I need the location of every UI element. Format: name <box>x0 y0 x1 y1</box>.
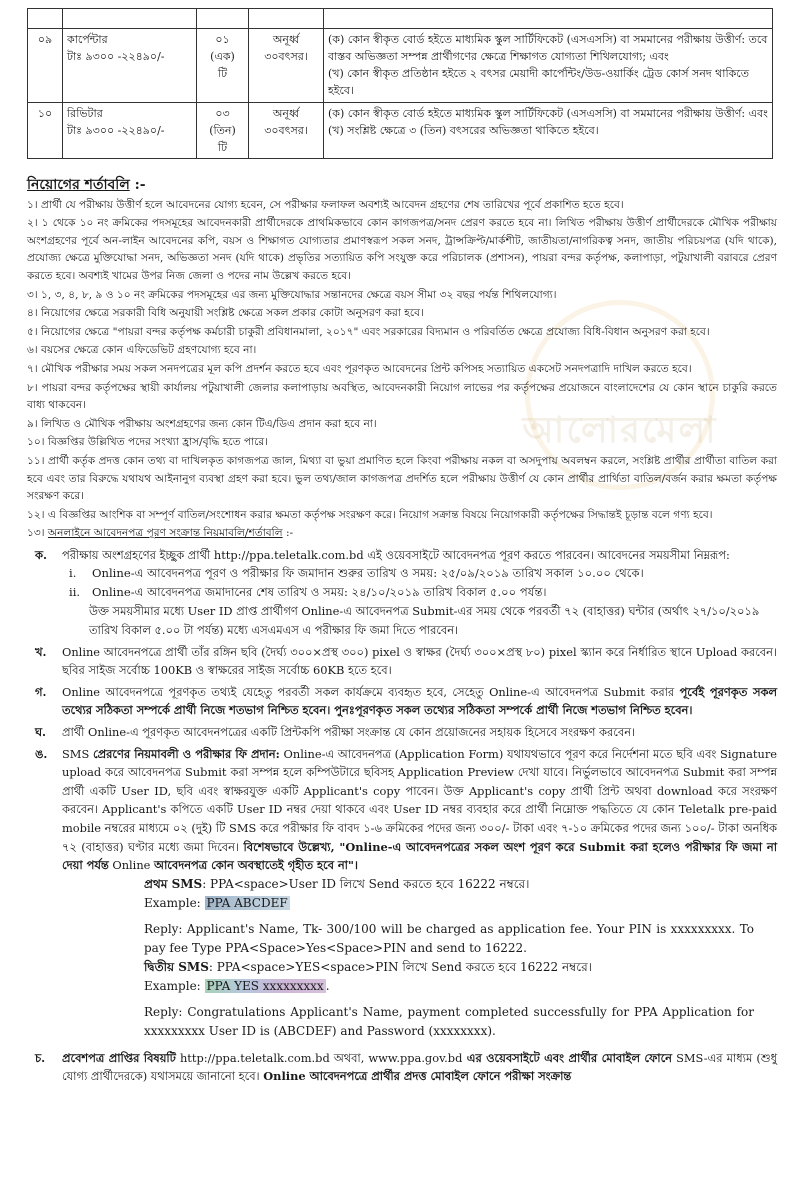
posts-table <box>27 8 773 159</box>
age-label: অনূর্ধ্ব <box>272 33 300 46</box>
count-number: ০১ <box>215 33 230 46</box>
first-sms: প্রথম SMS: PPA<space>User ID লিখে Send করতে হবে 16222 নম্বরে। <box>144 876 530 891</box>
ppa-gov-link[interactable]: www.ppa.gov.bd <box>368 1050 463 1065</box>
post-cell <box>63 103 197 159</box>
reply-2: Reply: Congratulations Applicant's Name, payment completed successfully for PPA Application for xxxxxxxxx User ID is (ABCDEF) and Password (xxxxxxxx). <box>144 1004 754 1038</box>
example-2: Example: PPA YES xxxxxxxxx . <box>144 978 330 993</box>
conditions-section <box>27 177 777 1086</box>
reply-1: Reply: Applicant's Name, Tk- 300/100 will be charged as application fee. Your PIN is xxxxxxxxx. To pay fee Type PPA<Space>Yes<Space>PIN and send to 16222. <box>144 921 754 955</box>
condition-item: ৯। লিখিত ও মৌখিক পরীক্ষায় অংশগ্রহণের জন্য কোন টিএ/ডিএ প্রদান করা হবে না। <box>27 417 377 430</box>
teletalk-link[interactable]: http://ppa.teletalk.com.bd <box>213 547 364 562</box>
qualification-cell <box>324 103 773 159</box>
condition-item: ৮। পায়রা বন্দর কর্তৃপক্ষের স্থায়ী কার্যালয় পটুয়াখালী জেলার কলাপাড়ায় অবস্থিত, আবেদনকারী নিয়োগ লাভের পর কর্তৃপক্ষের প্রয়োজনে বাংলাদেশের যে কোন স্থানে চাকুরি করতে বাধ্য থাকবেন। <box>27 381 777 412</box>
serial-cell: ০৯ <box>28 29 63 103</box>
second-sms: দ্বিতীয় SMS: PPA<space>YES<space>PIN লিখে Send করতে হবে 16222 নম্বরে। <box>144 959 592 974</box>
condition-item: ১০। বিজ্ঞপ্তির উল্লিখিত পদের সংখ্যা হ্রাস/বৃদ্ধি হতে পারে। <box>27 436 269 449</box>
example-1: Example: PPA ABCDEF <box>144 895 288 910</box>
watermark-text: আলোরমেলা <box>522 410 718 451</box>
highlighted-example: PPA ABCDEF <box>206 895 288 910</box>
condition-item: ২। ১ থেকে ১০ নং ক্রমিকের পদসমূহের আবেদনকারী প্রার্থীদেরকে প্রাথমিকভাবে কোন কাগজপত্র/সনদ প্রেরণ করতে হবে না। লিখিত পরীক্ষায় উত্তীর্ণ প্রার্থীদেরকে মৌখিক পরীক্ষায় অংশগ্রহণের পূর্বে অন-লাইন আবেদনের কপি, বয়স ও শিক্ষাগত যোগ্যতার প্রমাণস্বরূপ সকল সনদ, ট্রান্সক্রিপ্ট/মার্কশীট, জাতীয়তা/নাগরিকত্ব সনদ, জাতীয় পরিচয়পত্র (যদি থাকে), প্রযোজ্য ক্ষেত্রে মুক্তিযোদ্ধা সনদ, অভিজ্ঞতা সনদ (যদি থাকে) প্রভৃতির সত্যায়িত কপি সংযুক্ত করে পরিচালক (প্রশাসন), পায়রা বন্দর কর্তৃপক্ষ, কলাপাড়া, পটুয়াখালী বরাবরে প্রেরণ করতে হবে। অবশ্যই খামের উপর নিজ জেলা ও পদের নাম উল্লেখ করতে হবে। <box>27 217 777 282</box>
sms-instructions <box>27 875 754 1041</box>
age-value: ৩০বৎসর। <box>264 124 308 137</box>
qualification-b: (খ) কোন স্বীকৃত প্রতিষ্ঠান হইতে ২ বৎসর মেয়াদী কার্পেন্টিং/উড-ওয়ার্কিং ট্রেড কোর্স সনদ থাকিতে হইবে। <box>328 67 749 97</box>
age-label: অনূর্ধ্ব <box>272 107 300 120</box>
pay-scale: টাঃ ৯৩০০ -২২৪৯০/- <box>67 124 165 137</box>
deadline-item: i. Online-এ আবেদনপত্র পূরণ ও পরীক্ষার ফি জমাদান শুরুর তারিখ ও সময়: ২৫/০৯/২০১৯ তারিখ সকাল ১০.০০ থেকে। <box>69 566 644 581</box>
count-unit: টি <box>217 141 228 154</box>
condition-item: ৩। ১, ৩, ৪, ৮, ৯ ও ১০ নং ক্রমিকের পদসমূহের এর জন্য মুক্তিযোদ্ধার সন্তানদের ক্ষেত্রে বয়স সীমা ৩২ বছর পর্যন্ত শিথিলযোগ্য। <box>27 288 557 301</box>
qualification-b: (খ) সংশ্লিষ্ট ক্ষেত্রে ৩ (তিন) বৎসরের অভিজ্ঞতা থাকিতে হইবে। <box>328 124 599 137</box>
online-rule-uma: ঙ. SMS প্রেরণের নিয়মাবলী ও পরীক্ষার ফি প্রদান: Online-এ আবেদনপত্র (Application Form) যথাযথভাবে পূরণ করে নির্দেশনা মতে ছবি এবং Signature upload করে আবেদনপত্র Submit করা সম্পন্ন হলে কম্পিউটারে ছবিসহ Application Preview দেখা যাবে। নির্ভুলভাবে আবেদনপত্র Submit করা সম্পন্ন প্রার্থী একটি User ID, ছবি এবং স্বাক্ষরযুক্ত একটি Applicant's copy পাবেন। উক্ত Applicant's copy প্রার্থী প্রিন্ট অথবা download করে সংরক্ষণ করবেন। Applicant's কপিতে একটি User ID নম্বর দেয়া থাকবে এবং User ID নম্বর ব্যবহার করে প্রার্থী নিম্নোক্ত পদ্ধতিতে যে কোন Teletalk pre-paid mobile নম্বরের মাধ্যমে ০২ (দুই) টি SMS করে পরীক্ষার ফি বাবদ ১-৬ ক্রমিকের পদের জন্য ৩০০/- টাকা এবং ৭-১০ ক্রমিকের পদের জন্য ১০০/- টাকা অনধিক ৭২ (বাহাত্তর) ঘণ্টার মধ্যে জমা দিবেন। বিশেষভাবে উল্লেখ্য, "Online-এ আবেদনপত্রের সকল অংশ পূরণ করে Submit করা হলেও পরীক্ষার ফি জমা না দেয়া পর্যন্ত Online আবেদনপত্র কোন অবস্থাতেই গৃহীত হবে না"। <box>35 746 778 873</box>
count-cell <box>197 103 249 159</box>
age-cell <box>249 29 324 103</box>
section-title: নিয়োগের শর্তাবলি :- <box>27 177 146 193</box>
count-unit: টি <box>217 67 228 80</box>
deadline-item: ii. Online-এ আবেদনপত্র জমাদানের শেষ তারিখ ও সময়: ২৪/১০/২০১৯ তারিখ বিকাল ৫.০০ পর্যন্ত। <box>69 585 547 600</box>
post-cell <box>63 29 197 103</box>
condition-item: ৫। নিয়োগের ক্ষেত্রে "পায়রা বন্দর কর্তৃপক্ষ কর্মচারী চাকুরী প্রবিধানমালা, ২০১৭" এবং সরকারের বিদ্যমান ও পরিবর্তিত ক্ষেত্রে প্রযোজ্য বিধি-বিধান অনুসরণ করা হবে। <box>27 325 710 338</box>
qualification-a: (ক) কোন স্বীকৃত বোর্ড হইতে মাধ্যমিক স্কুল সার্টিফিকেট (এসএসসি) বা সমমানের পরীক্ষায় উত্তীর্ণ: তবে বাস্তব অভিজ্ঞতা সম্পন্ন প্রার্থীগণের ক্ষেত্রে শিক্ষাগত যোগ্যতা শিথিলযোগ্য; এবং <box>328 33 768 63</box>
table-row <box>28 103 773 159</box>
online-rule-cha: চ. প্রবেশপত্র প্রাপ্তির বিষয়টি http://ppa.teletalk.com.bd অথবা, www.ppa.gov.bd এর ওয়েবসাইটে এবং প্রার্থীর মোবাইল ফোনে SMS-এর মাধ্যম (শুধু যোগ্য প্রার্থীদেরকে) যথাসময়ে জানানো হবে। Online আবেদনপত্রে প্রার্থীর প্রদত্ত মোবাইল ফোনে পরীক্ষা সংক্রান্ত <box>35 1050 777 1084</box>
count-cell <box>197 29 249 103</box>
highlighted-example: PPA YES xxxxxxxxx <box>206 978 324 993</box>
count-number: ০৩ <box>215 107 230 120</box>
table-row <box>28 29 773 103</box>
condition-item-13: ১৩। অনলাইনে আবেদনপত্র পূরণ সংক্রান্ত নিয়মাবলি/শর্তাবলি :- <box>27 527 294 540</box>
qualification-cell <box>324 29 773 103</box>
online-rule-gha: ঘ. প্রার্থী Online-এ পূরণকৃত আবেদনপত্রের একটি প্রিন্টকপি পরীক্ষা সংক্রান্ত যে কোন প্রয়োজনের সহায়ক হিসেবে সংরক্ষণ করবেন। <box>35 725 636 740</box>
age-value: ৩০বৎসর। <box>264 50 308 63</box>
count-words: (তিন) <box>209 124 236 137</box>
serial-cell: ১০ <box>28 103 63 159</box>
condition-item: ১২। এ বিজ্ঞপ্তির আংশিক বা সম্পূর্ণ বাতিল/সংশোধন করার ক্ষমতা কর্তৃপক্ষ সংরক্ষণ করে। নিয়োগ সক্রান্ত বিষয়ে নিয়োগকারী কর্তৃপক্ষের সিদ্ধান্তই চূড়ান্ত বলে গণ্য হবে। <box>27 508 713 521</box>
condition-item: ১। প্রার্থী যে পরীক্ষায় উত্তীর্ণ হলে আবেদনের যোগ্য হবেন, সে পরীক্ষার ফলাফল অবশ্যই আবেদন গ্রহণের শেষ তারিখের পূর্বে প্রকাশিত হতে হবে। <box>27 198 624 211</box>
condition-item: ৪। নিয়োগের ক্ষেত্রে সরকারী বিধি অনুযায়ী সংশ্লিষ্ট ক্ষেত্রে সকল প্রকার কোটা অনুসরণ করা হবে। <box>27 307 424 320</box>
age-cell <box>249 103 324 159</box>
table-header-row <box>28 9 773 29</box>
post-name: কার্পেন্টার <box>67 33 108 46</box>
condition-item: ৬। বয়সের ক্ষেত্রে কোন এফিডেভিট গ্রহণযোগ্য হবে না। <box>27 344 257 357</box>
online-rule-ga: গ. Online আবেদনপত্রে পূরণকৃত তথ্যই যেহেতু পরবর্তী সকল কার্যক্রমে ব্যবহৃত হবে, সেহেতু Online-এ আবেদনপত্র Submit করার পূর্বেই পূরণকৃত সকল তথ্যের সঠিকতা সম্পর্কে প্রার্থী নিজে শতভাগ নিশ্চিত হবেন। পুনঃপূরণকৃত সকল তথ্যের সঠিকতা সম্পর্কে প্রার্থী নিজে শতভাগ নিশ্চিত হবেন। <box>35 684 777 718</box>
count-words: (এক) <box>210 50 235 63</box>
condition-item: ১১। প্রার্থী কর্তৃক প্রদত্ত কোন তথ্য বা দাখিলকৃত কাগজপত্র জাল, মিথ্যা বা ভুয়া প্রমাণিত হলে কিংবা পরীক্ষায় নকল বা অসদুপায় অবলম্বন করলে, সংশ্লিষ্ট প্রার্থীর প্রার্থীতা বাতিল করা হবে এবং তার বিরুদ্ধে যথাযথ আইনানুগ ব্যবস্থা গ্রহণ করা হবে। ভুল তথ্য/জাল কাগজপত্র প্রদর্শিত হলে পরীক্ষায় উত্তীর্ণ যে কোন প্রার্থীর প্রার্থিতা বাতিল/বর্জন করার ক্ষমতা কর্তৃপক্ষ সংরক্ষণ করে। <box>27 454 777 503</box>
teletalk-link[interactable]: http://ppa.teletalk.com.bd <box>175 1050 334 1065</box>
qualification-a: (ক) কোন স্বীকৃত বোর্ড হইতে মাধ্যমিক স্কুল সার্টিফিকেট (এসএসসি) বা সমমানের পরীক্ষায় উত্তীর্ণ: এবং <box>328 107 768 120</box>
condition-item: ৭। মৌখিক পরীক্ষার সময় সকল সনদপত্রের মূল কপি প্রদর্শন করতে হবে এবং পূরণকৃত আবেদনের প্রিন্ট কপিসহ সত্যায়িত একসেট সনদপত্রাদি দাখিল করতে হবে। <box>27 362 692 375</box>
online-rule-ka: ক. পরীক্ষায় অংশগ্রহণের ইচ্ছুক প্রার্থী http://ppa.teletalk.com.bd এই ওয়েবসাইটে আবেদনপত্র পূরণ করতে পারবেন। আবেদনের সময়সীমা নিম্নরূপ: <box>35 547 730 562</box>
pay-scale: টাঃ ৯৩০০ -২২৪৯০/- <box>67 50 165 63</box>
post-name: রিভিটার <box>67 107 103 120</box>
online-rule-kha: খ. Online আবেদনপত্রে প্রার্থী তাঁর রঙ্গিন ছবি (দৈর্ঘ্য ৩০০×প্রস্থ ৩০০) pixel ও স্বাক্ষর (দৈর্ঘ্য ৩০০×প্রস্থ ৮০) pixel স্ক্যান করে নির্ধারিত স্থানে Upload করবেন। ছবির সাইজ সর্বোচ্চ 100KB ও স্বাক্ষরের সাইজ সর্বোচ্চ 60KB হতে হবে। <box>35 644 777 678</box>
deadline-note: উক্ত সময়সীমার মধ্যে User ID প্রাপ্ত প্রার্থীগণ Online-এ আবেদনপত্র Submit-এর সময় থেকে পরবর্তী ৭২ (বাহাত্তর) ঘন্টার (অর্থাৎ ২৭/১০/২০১৯ তারিখ বিকাল ৫.০০ টা পর্যন্ত) মধ্যে এসএমএস এ পরীক্ষার ফি জমা দিতে পারবেন। <box>89 604 760 638</box>
